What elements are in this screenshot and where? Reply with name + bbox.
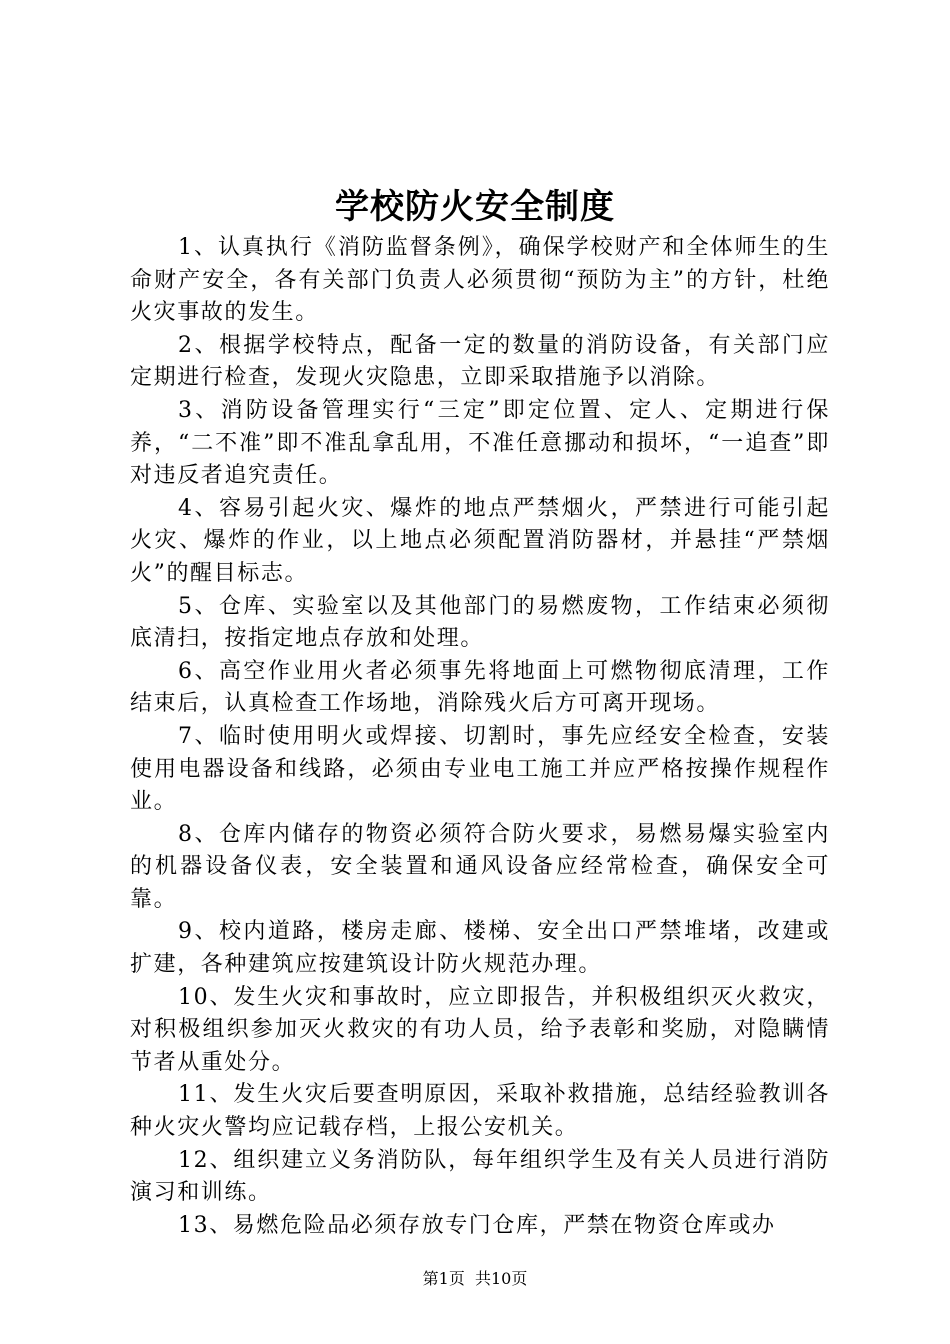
paragraph-5: 5、仓库、实验室以及其他部门的易燃废物，工作结束必须彻底清扫，按指定地点存放和处理。 xyxy=(130,593,830,652)
paragraph-3: 3、消防设备管理实行“三定”即定位置、定人、定期进行保养，“二不准”即不准乱拿乱用，不准任意挪动和损坏，“一追查”即对违反者追究责任。 xyxy=(130,397,830,489)
document-title: 学校防火安全制度 xyxy=(335,187,615,227)
document-body xyxy=(130,232,830,1242)
paragraph-12: 12、组织建立义务消防队，每年组织学生及有关人员进行消防演习和训练。 xyxy=(130,1147,830,1206)
paragraph-2: 2、根据学校特点，配备一定的数量的消防设备，有关部门应定期进行检查，发现火灾隐患，立即采取措施予以消除。 xyxy=(130,332,830,391)
paragraph-1: 1、认真执行《消防监督条例》，确保学校财产和全体师生的生命财产安全，各有关部门负责人必须贯彻“预防为主”的方针，杜绝火灾事故的发生。 xyxy=(130,235,830,326)
paragraph-13: 13、易燃危险品必须存放专门仓库，严禁在物资仓库或办 xyxy=(178,1212,776,1238)
page-footer: 第1页 共10页 xyxy=(422,1269,528,1288)
paragraph-10: 10、发生火灾和事故时，应立即报告，并积极组织灭火救灾，对积极组织参加灭火救灾的有功人员，给予表彰和奖励，对隐瞒情节者从重处分。 xyxy=(130,984,830,1075)
paragraph-6: 6、高空作业用火者必须事先将地面上可燃物彻底清理，工作结束后，认真检查工作场地，消除残火后方可离开现场。 xyxy=(130,658,830,717)
paragraph-9: 9、校内道路，楼房走廊、楼梯、安全出口严禁堆堵，改建或扩建，各种建筑应按建筑设计防火规范办理。 xyxy=(130,919,830,978)
paragraph-7: 7、临时使用明火或焊接、切割时，事先应经安全检查，安装使用电器设备和线路，必须由专业电工施工并应严格按操作规程作业。 xyxy=(130,723,830,815)
paragraph-11: 11、发生火灾后要查明原因，采取补救措施，总结经验教训各种火灾火警均应记载存档，上报公安机关。 xyxy=(130,1082,830,1141)
paragraph-8: 8、仓库内储存的物资必须符合防火要求，易燃易爆实验室内的机器设备仪表，安全装置和通风设备应经常检查，确保安全可靠。 xyxy=(130,821,830,912)
paragraph-4: 4、容易引起火灾、爆炸的地点严禁烟火，严禁进行可能引起火灾、爆炸的作业，以上地点必须配置消防器材，并悬挂“严禁烟火”的醒目标志。 xyxy=(130,495,830,586)
